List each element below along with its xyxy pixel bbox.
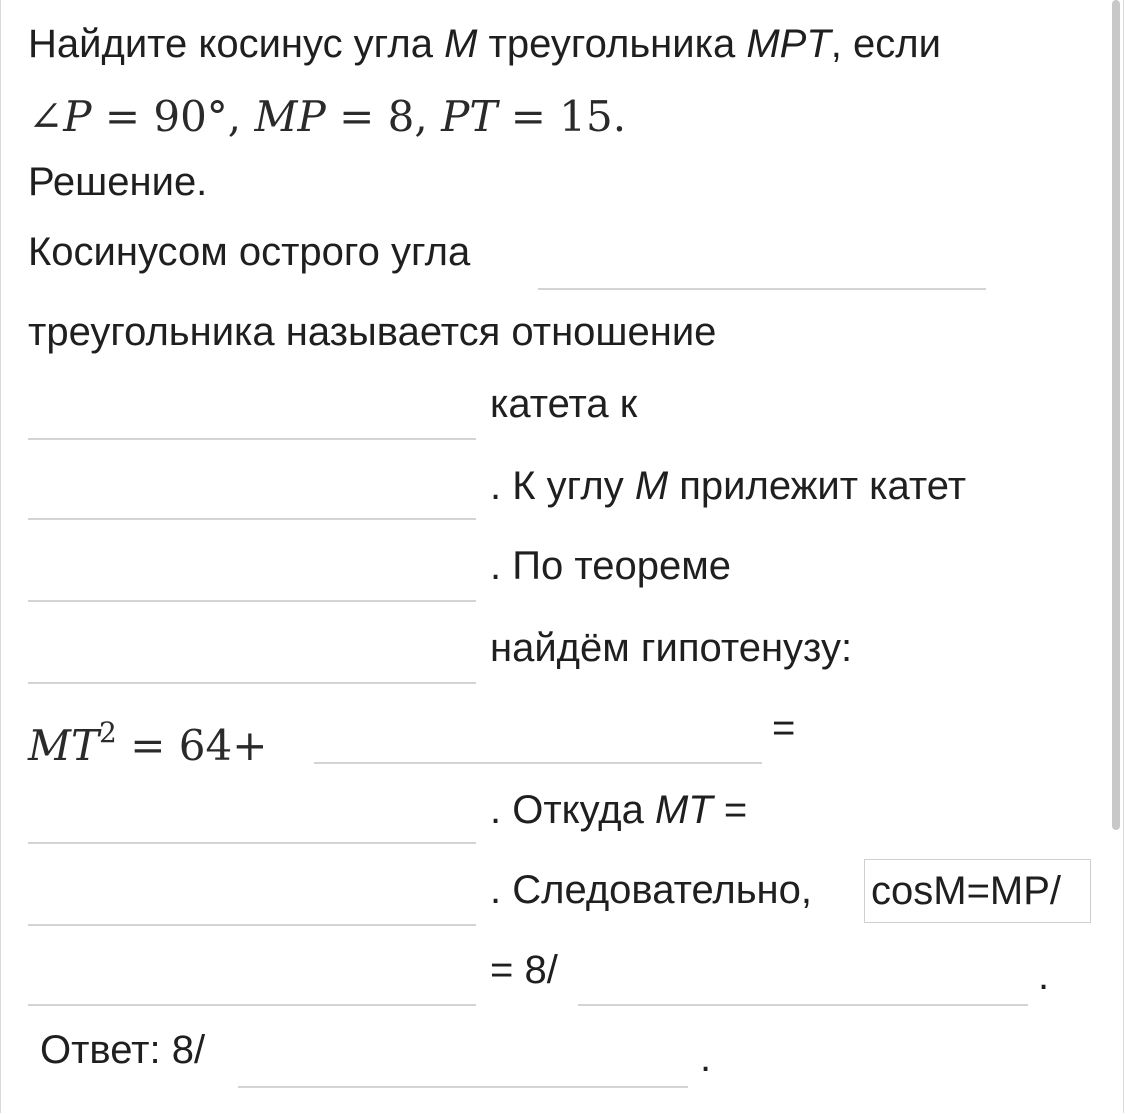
solution-text-6: найдём гипотенузу:: [490, 626, 853, 670]
text-fragment: =: [712, 788, 748, 832]
solution-text-4: [490, 462, 966, 510]
formula-mt: MT: [28, 721, 100, 770]
angle-m: M: [634, 464, 669, 508]
cos-formula-box[interactable]: cosM=MP/: [864, 859, 1091, 923]
formula-rest: = 64+: [116, 721, 268, 770]
solution-text-2: треугольника называется отношение: [28, 310, 717, 354]
text-fragment: . Откуда: [490, 788, 655, 832]
segment-mt: MT: [654, 788, 713, 832]
task-text: треугольника: [477, 22, 747, 66]
scrollbar[interactable]: [1112, 0, 1120, 830]
cond-mp: MP: [254, 92, 326, 141]
task-text: , если: [830, 22, 941, 66]
angle-symbol: ∠: [28, 92, 64, 141]
cond-eq90: = 90°,: [91, 92, 255, 141]
blank-mt-squared-value[interactable]: [28, 842, 476, 844]
blank-theorem-name[interactable]: [28, 682, 476, 684]
period-1: .: [1038, 954, 1050, 998]
solution-heading: Решение.: [28, 160, 208, 204]
text-fragment: . К углу: [490, 464, 635, 508]
solution-text-8: [490, 786, 747, 834]
blank-mt-value[interactable]: [28, 924, 476, 926]
equals-sign: =: [772, 706, 796, 750]
answer-label: Ответ: 8/: [40, 1028, 206, 1072]
cond-eq8: = 8,: [325, 92, 442, 141]
formula-exponent: 2: [99, 716, 117, 749]
blank-answer-denominator[interactable]: [238, 1086, 688, 1088]
blank-angle-type[interactable]: [538, 288, 986, 290]
solution-text-9: . Следовательно,: [490, 868, 812, 912]
solution-text-3: катета к: [490, 382, 638, 426]
blank-pt-squared[interactable]: [314, 762, 762, 764]
blank-fraction-denominator[interactable]: [578, 1004, 1028, 1006]
blank-leg-type[interactable]: [28, 438, 476, 440]
task-line-1: [28, 20, 941, 68]
cond-eq15: = 15.: [497, 92, 627, 141]
cond-pt: PT: [441, 92, 498, 141]
task-text: Найдите косинус угла: [28, 22, 445, 66]
cond-p: P: [63, 92, 92, 141]
blank-adjacent-leg[interactable]: [28, 600, 476, 602]
solution-text-5: . По теореме: [490, 544, 731, 588]
solution-text-1: Косинусом острого угла: [28, 230, 471, 274]
solution-text-10: = 8/: [490, 948, 558, 992]
formula-mt-squared: [28, 708, 267, 771]
blank-mt-in-formula[interactable]: [28, 1004, 476, 1006]
task-angle-m: M: [444, 22, 478, 66]
period-2: .: [700, 1036, 712, 1080]
task-condition: [28, 92, 626, 142]
task-triangle-name: MPT: [746, 22, 831, 66]
text-fragment: прилежит катет: [668, 464, 967, 508]
blank-hypotenuse[interactable]: [28, 518, 476, 520]
